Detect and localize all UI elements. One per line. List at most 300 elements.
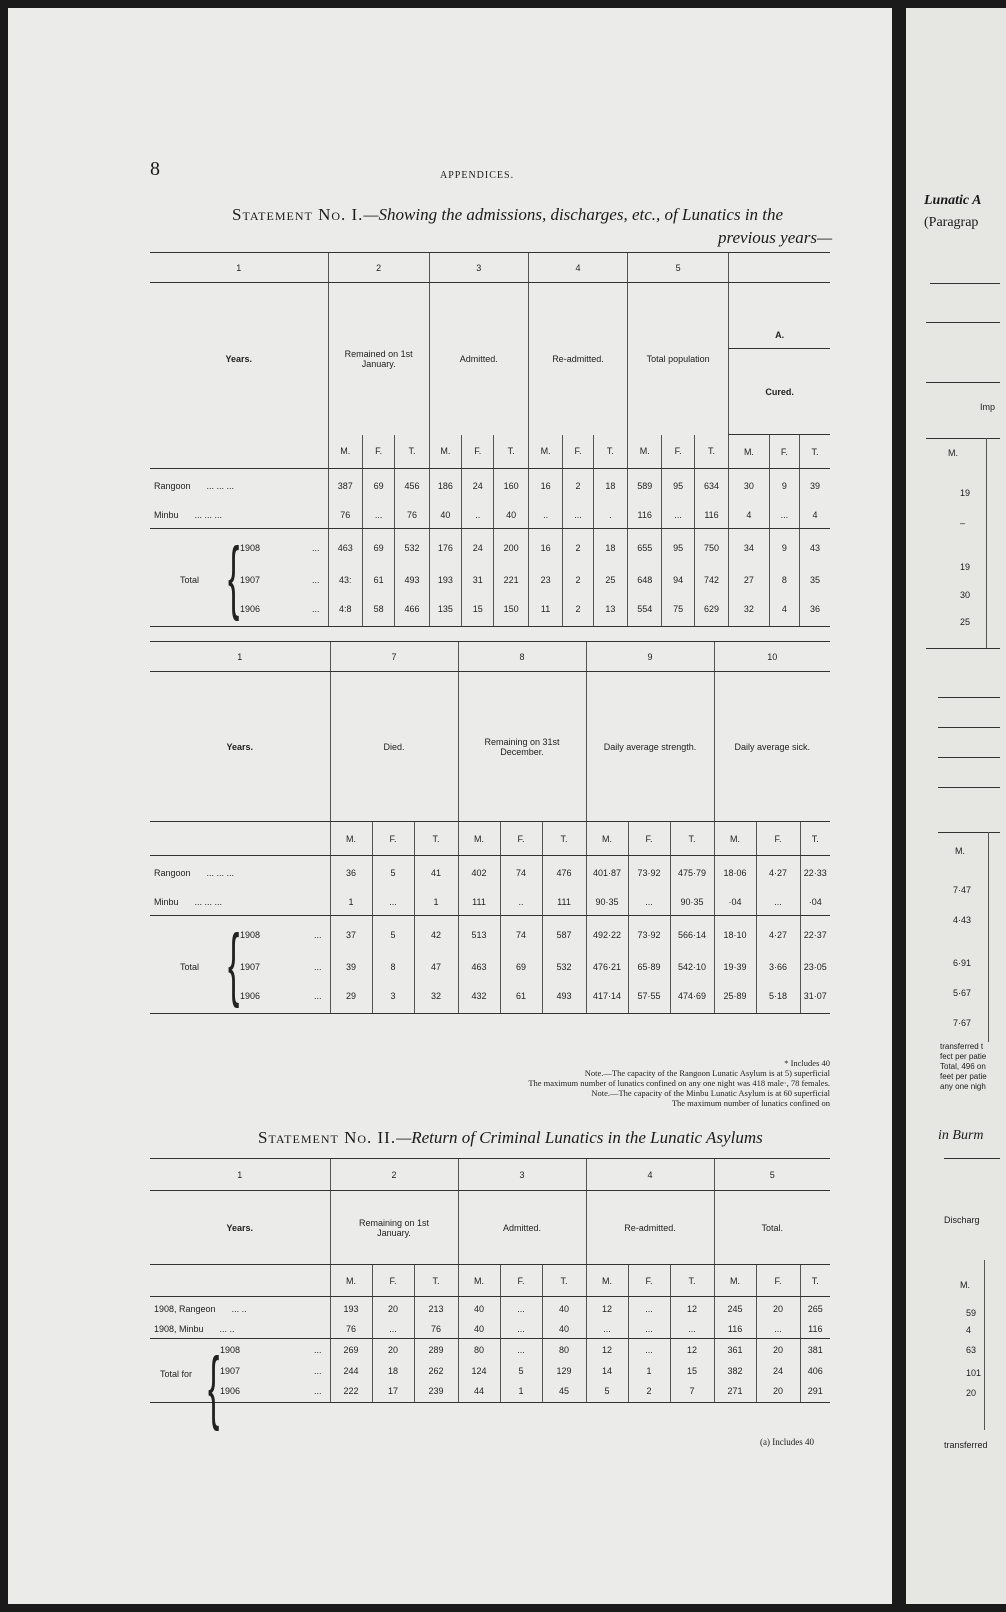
table-cell: 2 (563, 567, 593, 593)
right-page (906, 8, 1006, 1604)
a-header: A. (729, 283, 830, 349)
note-line: Note.—The capacity of the Minbu Lunatic Asylum is at 60 superficial (591, 1088, 830, 1098)
table-row (150, 593, 830, 627)
row-label: 1908, Rangeon (154, 1303, 216, 1314)
table-cell: 23 (528, 567, 562, 593)
table-cell: 432 (458, 980, 500, 1014)
statement2-lead: Statement No. II. (258, 1128, 397, 1147)
statement1-title-line2: previous years— (718, 228, 833, 247)
right-value: 7·67 (953, 1018, 972, 1028)
table-cell: 8 (372, 954, 414, 980)
row-label-cell (150, 890, 330, 916)
total-header: Total. (714, 1191, 830, 1265)
table-row (150, 1321, 830, 1339)
table-cell: 20 (372, 1297, 414, 1321)
table-cell: 4 (769, 593, 799, 627)
table-cell: 463 (458, 954, 500, 980)
leader-dots: ... .. (219, 1324, 235, 1335)
table-row (150, 529, 830, 567)
table-cell: 12 (586, 1297, 628, 1321)
table-cell: 239 (414, 1381, 458, 1403)
total-population-header: Total population (628, 283, 729, 435)
readmitted-header: Re-admitted. (586, 1191, 714, 1265)
table-cell: 35 (800, 567, 830, 593)
year-label: 1907 (240, 961, 261, 972)
table-cell: 32 (729, 593, 769, 627)
table-cell: 31 (462, 567, 494, 593)
table-cell: 402 (458, 856, 500, 890)
table-cell: 634 (694, 469, 728, 503)
right-transferred: transferred (944, 1440, 988, 1450)
table-cell: 12 (670, 1339, 714, 1361)
table-cell: 24 (462, 469, 494, 503)
remaining-header: Remaining on 1st January. (330, 1191, 458, 1265)
table-cell: 655 (628, 529, 662, 567)
right-value: 63 (966, 1345, 977, 1355)
table-cell: 57·55 (628, 980, 670, 1014)
table-cell: 1 (330, 890, 372, 916)
right-value: 6·91 (953, 958, 972, 968)
row-label-cell (150, 567, 328, 593)
right-value: 19 (960, 488, 971, 498)
row-label-cell (150, 1381, 330, 1403)
table-cell: 19·39 (714, 954, 756, 980)
table-cell: ... (372, 1321, 414, 1339)
daily-avg-sick-header: Daily average sick. (714, 672, 830, 822)
table-cell: 554 (628, 593, 662, 627)
table-cell: 36 (330, 856, 372, 890)
table-cell: 5·18 (756, 980, 800, 1014)
row-label-cell (150, 503, 328, 529)
table-cell: 24 (756, 1361, 800, 1381)
rule (926, 648, 1000, 649)
table-cell: 25·89 (714, 980, 756, 1014)
table-cell: 4 (729, 503, 769, 529)
table-cell: 40 (542, 1321, 586, 1339)
table-cell: 381 (800, 1339, 830, 1361)
table-cell: 22·33 (800, 856, 830, 890)
table-row (150, 469, 830, 503)
table-cell: 245 (714, 1297, 756, 1321)
column-number-row: 1 2 3 4 5 (150, 253, 830, 283)
table-cell: 18 (372, 1361, 414, 1381)
table-cell: 4:8 (328, 593, 362, 627)
brace: { (228, 919, 240, 1011)
table-cell: 45 (542, 1381, 586, 1403)
rule (938, 787, 1000, 788)
right-imp: Imp (980, 402, 996, 412)
table-cell: 80 (458, 1339, 500, 1361)
table-cell: 80 (542, 1339, 586, 1361)
table-cell: ... (586, 1321, 628, 1339)
statement1-table-a (150, 252, 830, 627)
statement1-lead: Statement No. I. (232, 205, 364, 224)
table-cell: 5 (500, 1361, 542, 1381)
table-cell: 13 (593, 593, 627, 627)
table-cell: 387 (328, 469, 362, 503)
year-label: 1908 (220, 1344, 241, 1355)
subhead-row: M. F. T. M. F. T. M. F. T. M. F. T. (150, 822, 830, 856)
total-label: Total (180, 574, 200, 585)
brace: { (228, 532, 240, 624)
table-cell: 69 (500, 954, 542, 980)
table-cell: 750 (694, 529, 728, 567)
table-cell: 18·10 (714, 916, 756, 954)
admitted-header: Admitted. (429, 283, 528, 435)
table-cell: 262 (414, 1361, 458, 1381)
table-cell: 12 (586, 1339, 628, 1361)
table-cell: 5 (372, 916, 414, 954)
table-cell: 589 (628, 469, 662, 503)
table-cell: 1 (414, 890, 458, 916)
table-cell: 69 (362, 529, 394, 567)
table-cell: 566·14 (670, 916, 714, 954)
table-cell: 493 (395, 567, 429, 593)
table-cell: 41 (414, 856, 458, 890)
table-cell: 31·07 (800, 980, 830, 1014)
table-cell: ... (628, 1321, 670, 1339)
table-cell: 463 (328, 529, 362, 567)
rule (984, 1260, 985, 1430)
right-value: 59 (966, 1308, 977, 1318)
table-cell: 129 (542, 1361, 586, 1381)
year-label: 1908 (240, 929, 261, 940)
right-value: – (960, 518, 966, 528)
table-cell: ... (756, 1321, 800, 1339)
remained-header: Remained on 1st January. (328, 283, 429, 435)
table-cell: 492·22 (586, 916, 628, 954)
table-cell: ... (628, 1297, 670, 1321)
table-cell: 213 (414, 1297, 458, 1321)
table-cell: 95 (662, 529, 694, 567)
table-cell: 587 (542, 916, 586, 954)
table-cell: 9 (769, 529, 799, 567)
leader-dots: ... (313, 1386, 322, 1397)
table-cell: 265 (800, 1297, 830, 1321)
leader-dots: ... .. (231, 1303, 247, 1314)
right-value: 5·67 (953, 988, 972, 998)
table-cell: 289 (414, 1339, 458, 1361)
table-row (150, 890, 830, 916)
running-head: APPENDICES. (440, 170, 515, 181)
table-cell: 14 (586, 1361, 628, 1381)
table-cell: 42 (414, 916, 458, 954)
table-cell: 456 (395, 469, 429, 503)
table-cell: 15 (670, 1361, 714, 1381)
table-cell: 476 (542, 856, 586, 890)
statement1-title-italic: —Showing the admissions, discharges, etc., of Lunatics in the (363, 205, 784, 224)
rule (938, 832, 1000, 833)
table-cell: 2 (563, 469, 593, 503)
table-cell: 476·21 (586, 954, 628, 980)
table-cell: 22·37 (800, 916, 830, 954)
row-label-cell (150, 1297, 330, 1321)
table-cell: .. (462, 503, 494, 529)
table-cell: 94 (662, 567, 694, 593)
table-cell: 629 (694, 593, 728, 627)
year-label: 1907 (220, 1365, 241, 1376)
table-cell: 40 (458, 1321, 500, 1339)
right-m: M. (948, 448, 958, 458)
note-line: The maximum number of lunatics confined on any one night was 418 male·, 78 females. (528, 1078, 830, 1088)
note-line: The maximum number of lunatics confined on (671, 1098, 830, 1108)
table-cell: 24 (462, 529, 494, 567)
table-cell: 12 (670, 1297, 714, 1321)
table-cell: 40 (494, 503, 528, 529)
page-number: 8 (150, 158, 160, 180)
table-cell: 382 (714, 1361, 756, 1381)
total-label: Total (180, 961, 200, 972)
table-cell: 532 (542, 954, 586, 980)
right-value: 4·43 (953, 915, 972, 925)
table-cell: 493 (542, 980, 586, 1014)
statement1-title (232, 205, 783, 225)
table-cell: 40 (429, 503, 461, 529)
rule (986, 438, 987, 648)
table-cell: 291 (800, 1381, 830, 1403)
table-row (150, 954, 830, 980)
table-cell: 11 (528, 593, 562, 627)
leader-dots: ... ... ... (194, 510, 223, 521)
right-value: 19 (960, 562, 971, 572)
rule (926, 438, 1000, 439)
leader-dots: ... (313, 961, 322, 972)
table-cell: 36 (800, 593, 830, 627)
row-label-cell (150, 469, 328, 503)
row-label: Rangoon (154, 867, 191, 878)
table-cell: 513 (458, 916, 500, 954)
table-cell: 39 (330, 954, 372, 980)
row-label: Rangoon (154, 480, 191, 491)
table-cell: 25 (593, 567, 627, 593)
statement2-title (258, 1128, 763, 1148)
table-cell: 58 (362, 593, 394, 627)
table-cell: 124 (458, 1361, 500, 1381)
table-cell: 417·14 (586, 980, 628, 1014)
right-value: 25 (960, 617, 971, 627)
right-note: Total, 496 on (940, 1062, 986, 1071)
readmitted-header: Re-admitted. (528, 283, 627, 435)
table-cell: 74 (500, 916, 542, 954)
table-cell: 116 (628, 503, 662, 529)
table-row (150, 1381, 830, 1403)
table-row (150, 1297, 830, 1321)
table-cell: 176 (429, 529, 461, 567)
table-cell: 15 (462, 593, 494, 627)
table-cell: .. (500, 890, 542, 916)
table-cell: 466 (395, 593, 429, 627)
row-label-cell (150, 980, 330, 1014)
row-label-cell (150, 856, 330, 890)
table-cell: 186 (429, 469, 461, 503)
table-cell: 116 (800, 1321, 830, 1339)
table-cell: 20 (372, 1339, 414, 1361)
rule (930, 283, 1000, 284)
table-cell: ... (662, 503, 694, 529)
table-cell: 69 (362, 469, 394, 503)
leader-dots: ... (313, 1365, 322, 1376)
right-discharge: Discharg (944, 1215, 980, 1225)
leader-dots: ... (313, 1344, 322, 1355)
rule (944, 1158, 1000, 1159)
table-cell: 20 (756, 1297, 800, 1321)
table-row (150, 856, 830, 890)
table-cell: 74 (500, 856, 542, 890)
table-cell: 2 (563, 593, 593, 627)
table-cell: 76 (414, 1321, 458, 1339)
table-cell: 648 (628, 567, 662, 593)
row-label: Minbu (154, 897, 179, 908)
subhead-row: M. F. T. M. F. T. M. F. T. M. F. T. M. F. T. (150, 435, 830, 469)
table-cell: ... (500, 1297, 542, 1321)
table-cell: 532 (395, 529, 429, 567)
table-cell: 76 (395, 503, 429, 529)
table-cell: 135 (429, 593, 461, 627)
table-cell: ... (769, 503, 799, 529)
year-label: 1906 (220, 1386, 241, 1397)
table-cell: 111 (458, 890, 500, 916)
table-cell: 65·89 (628, 954, 670, 980)
rule (938, 757, 1000, 758)
table-cell: 20 (756, 1381, 800, 1403)
statement1-table-b (150, 641, 830, 1014)
admitted-header: Admitted. (458, 1191, 586, 1265)
table-cell: ... (362, 503, 394, 529)
table-cell: ... (500, 1321, 542, 1339)
leader-dots: ... (313, 991, 322, 1002)
table-cell: 47 (414, 954, 458, 980)
table-cell: ... (628, 890, 670, 916)
statement2-title-italic: —Return of Criminal Lunatics in the Lunatic Asylums (396, 1128, 763, 1147)
table-cell: 193 (429, 567, 461, 593)
table-cell: 18·06 (714, 856, 756, 890)
table-cell: 4·27 (756, 856, 800, 890)
right-value: 101 (966, 1368, 982, 1378)
note-line: * Includes 40 (784, 1058, 830, 1068)
right-note: fect per patie (940, 1052, 987, 1061)
table-cell: 16 (528, 529, 562, 567)
rule (988, 832, 989, 1042)
table-cell: 193 (330, 1297, 372, 1321)
table-cell: ·04 (714, 890, 756, 916)
table-cell: 61 (500, 980, 542, 1014)
table-cell: 27 (729, 567, 769, 593)
year-label: 1906 (240, 604, 261, 615)
table-cell: 20 (756, 1339, 800, 1361)
row-label-cell (150, 593, 328, 627)
table-row (150, 503, 830, 529)
table-cell: 116 (714, 1321, 756, 1339)
table-cell: 90·35 (586, 890, 628, 916)
leader-dots: ... (312, 542, 320, 553)
table-cell: 29 (330, 980, 372, 1014)
table-cell: 17 (372, 1381, 414, 1403)
rule (926, 382, 1000, 383)
year-label: 1908 (240, 542, 261, 553)
table-row (150, 1361, 830, 1381)
table-cell: 361 (714, 1339, 756, 1361)
subhead-row: M. F. T. M. F. T. M. F. T. M. F. T. (150, 1265, 830, 1297)
leader-dots: ... (312, 574, 320, 585)
years-header: Years. (150, 1191, 330, 1265)
table-cell: 76 (328, 503, 362, 529)
table-cell: 39 (800, 469, 830, 503)
table-cell: 150 (494, 593, 528, 627)
right-value: 30 (960, 590, 971, 600)
table-cell: 76 (330, 1321, 372, 1339)
daily-avg-strength-header: Daily average strength. (586, 672, 714, 822)
table-cell: 75 (662, 593, 694, 627)
table-cell: ... (372, 890, 414, 916)
table-row (150, 980, 830, 1014)
statement2-table (150, 1158, 830, 1434)
leader-dots: ... (313, 929, 322, 940)
right-in-burma: in Burm (938, 1128, 984, 1143)
table-cell: 271 (714, 1381, 756, 1403)
table-cell: 43: (328, 567, 362, 593)
table-cell: 73·92 (628, 916, 670, 954)
table-cell: 43 (800, 529, 830, 567)
right-m-3: M. (960, 1280, 970, 1290)
table-cell: 1 (500, 1381, 542, 1403)
table-cell: 742 (694, 567, 728, 593)
table-cell: 16 (528, 469, 562, 503)
table-cell: 475·79 (670, 856, 714, 890)
table-cell: 8 (769, 567, 799, 593)
table-cell: ... (500, 1339, 542, 1361)
table-cell: 269 (330, 1339, 372, 1361)
table-cell: ... (756, 890, 800, 916)
table-cell: 30 (729, 469, 769, 503)
right-title-line1: Lunatic A (924, 193, 982, 208)
column-number-row: 1 2 3 4 5 (150, 1159, 830, 1191)
table-cell: 160 (494, 469, 528, 503)
years-header: Years. (150, 672, 330, 822)
row-label: 1908, Minbu (154, 1324, 204, 1335)
table-cell: 23·05 (800, 954, 830, 980)
row-label-cell (150, 1321, 330, 1339)
table-row (150, 1339, 830, 1361)
table-cell: 542·10 (670, 954, 714, 980)
table-cell: .. (528, 503, 562, 529)
table-cell: 116 (694, 503, 728, 529)
table-cell: 73·92 (628, 856, 670, 890)
years-header: Years. (225, 353, 253, 364)
table-cell: 221 (494, 567, 528, 593)
table-row (150, 916, 830, 954)
year-label: 1906 (240, 991, 261, 1002)
statement1-notes (360, 1058, 830, 1108)
leader-dots: ... ... ... (206, 480, 235, 491)
table-cell: 34 (729, 529, 769, 567)
right-value: 7·47 (953, 885, 972, 895)
table-cell: 3·66 (756, 954, 800, 980)
table-cell: 44 (458, 1381, 500, 1403)
row-label-cell (150, 1361, 330, 1381)
right-note: transferred t (940, 1042, 984, 1051)
rule (938, 727, 1000, 728)
year-label: 1907 (240, 574, 261, 585)
row-label-cell (150, 954, 330, 980)
cured-header: Cured. (729, 349, 830, 435)
table-cell: 401·87 (586, 856, 628, 890)
leader-dots: ... (312, 604, 320, 615)
table-cell: 90·35 (670, 890, 714, 916)
table-cell: 40 (458, 1297, 500, 1321)
table-cell: 4·27 (756, 916, 800, 954)
table-cell: 244 (330, 1361, 372, 1381)
table-cell: 200 (494, 529, 528, 567)
